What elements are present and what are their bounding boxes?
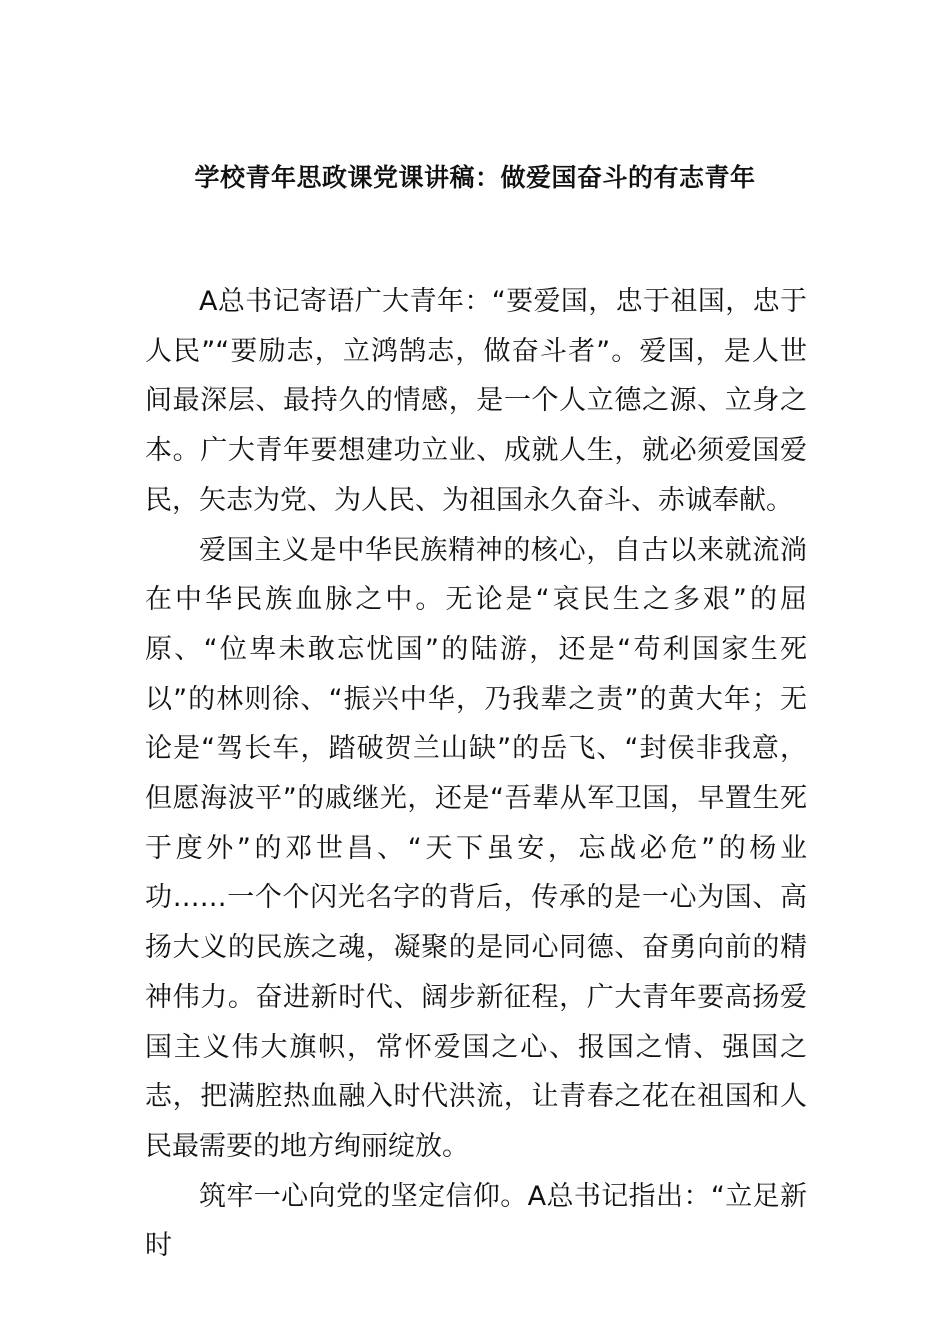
paragraph-3: 筑牢一心向党的坚定信仰。A总书记指出：“立足新时 (145, 1180, 807, 1262)
document-body (145, 277, 807, 1271)
paragraph-1: A总书记寄语广大青年：“要爱国，忠于祖国，忠于人民”“要励志，立鸿鹄志，做奋斗者”。爱国，是人世间最深层、最持久的情感，是一个人立德之源、立身之本。广大青年要想建功立业、成就人生，就必须爱国爱民，矢志为党、为人民、为祖国永久奋斗、赤诚奉献。 (145, 286, 807, 516)
document-title: 学校青年思政课党课讲稿：做爱国奋斗的有志青年 (194, 163, 756, 192)
paragraph-2: 爱国主义是中华民族精神的核心，自古以来就流淌在中华民族血脉之中。无论是“哀民生之多艰”的屈原、“位卑未敢忘忧国”的陆游，还是“苟利国家生死以”的林则徐、“振兴中华，乃我辈之责”的黄大年；无论是“驾长车，踏破贺兰山缺”的岳飞、“封侯非我意，但愿海波平”的戚继光，还是“吾辈从军卫国，早置生死于度外”的邓世昌、“天下虽安，忘战必危”的杨业功……一个个闪光名字的背后，传承的是一心为国、高扬大义的民族之魂，凝聚的是同心同德、奋勇向前的精神伟力。奋进新时代、阔步新征程，广大青年要高扬爱国主义伟大旗帜，常怀爱国之心、报国之情、强国之志，把满腔热血融入时代洪流，让青春之花在祖国和人民最需要的地方绚丽绽放。 (145, 534, 807, 1162)
